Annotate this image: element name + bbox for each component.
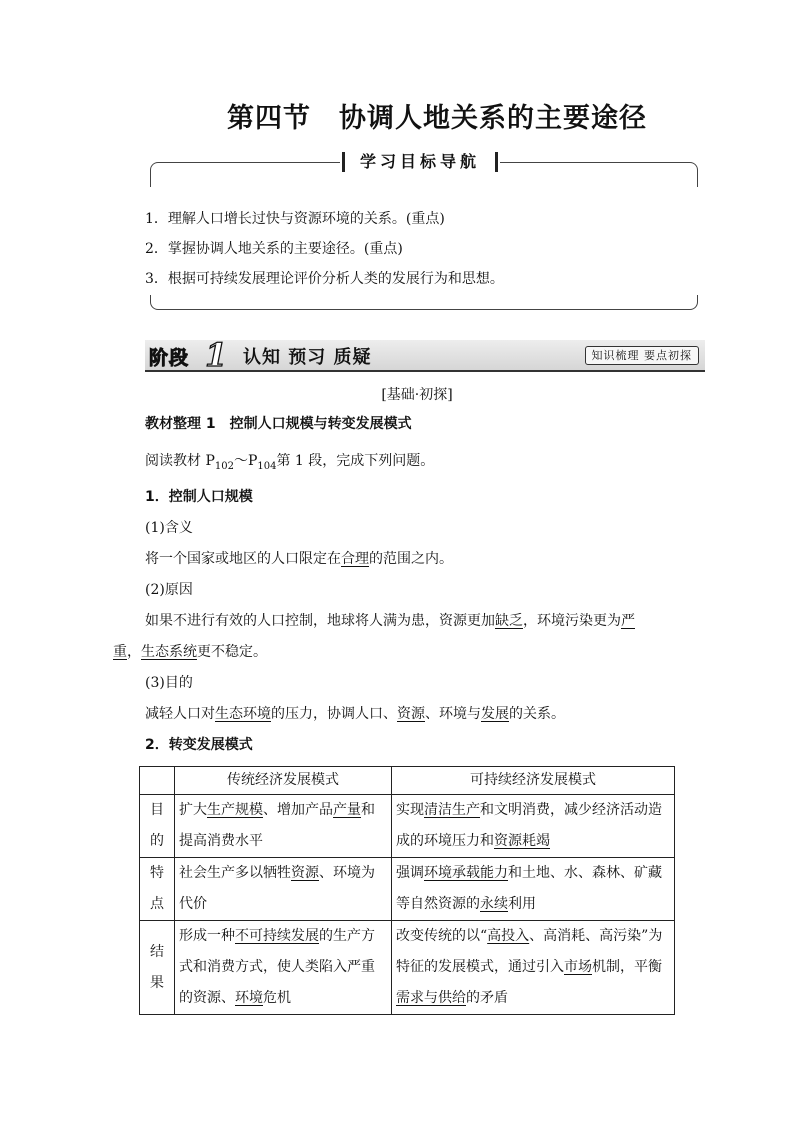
goal-item: 3．根据可持续发展理论评价分析人类的发展行为和思想。: [145, 271, 504, 287]
stage-title: 认知 预习 质疑: [243, 347, 372, 368]
mode-comparison-table: [139, 766, 675, 1015]
goal-item: 1．理解人口增长过快与资源环境的关系。(重点): [145, 211, 445, 227]
table-row: [140, 858, 675, 921]
heading-mode: 2．转变发展模式: [145, 737, 253, 753]
cell-traditional-purpose: 扩大生产规模、增加产品产量和提高消费水平: [175, 795, 392, 858]
section-heading: 教材整理 1 控制人口规模与转变发展模式: [145, 416, 412, 432]
stage-tag: 知识梳理 要点初探: [585, 346, 700, 365]
purpose-text: 减轻人口对生态环境的压力，协调人口、资源、环境与发展的关系。: [145, 706, 565, 722]
title-section: 第四节: [227, 103, 311, 134]
stage-label: 阶段: [149, 347, 190, 369]
title-topic: 协调人地关系的主要途径: [339, 103, 647, 134]
table-row: [140, 767, 675, 795]
meaning-text: 将一个国家或地区的人口限定在合理的范围之内。: [145, 551, 453, 567]
goals-list: [145, 204, 504, 294]
row-header-feature: 特 点: [140, 858, 175, 921]
stage-number: 1: [205, 336, 228, 374]
cell-sustainable-feature: 强调环境承载能力和土地、水、森林、矿藏等自然资源的永续利用: [392, 858, 675, 921]
goals-header: 学习目标导航: [340, 150, 500, 174]
basic-heading: [基础·初探]: [381, 387, 453, 403]
reason-text: 如果不进行有效的人口控制，地球将人满为患，资源更加缺乏，环境污染更为严: [145, 613, 635, 629]
subheading-meaning: (1)含义: [145, 520, 193, 536]
table-row: [140, 795, 675, 858]
reason-text-cont: 重，生态系统更不稳定。: [113, 644, 267, 660]
column-header-sustainable: 可持续经济发展模式: [392, 767, 675, 795]
cell-traditional-feature: 社会生产多以牺牲资源、环境为代价: [175, 858, 392, 921]
row-header-result: 结 果: [140, 921, 175, 1015]
goal-item: 2．掌握协调人地关系的主要途径。(重点): [145, 241, 403, 257]
table-corner: [140, 767, 175, 795]
row-header-purpose: 目 的: [140, 795, 175, 858]
subheading-reason: (2)原因: [145, 582, 193, 598]
cell-traditional-result: 形成一种不可持续发展的生产方式和消费方式，使人类陷入严重的资源、环境危机: [175, 921, 392, 1015]
reading-instruction: 阅读教材 $P_{102}\sim P_{104}$第 1 段，完成下列问题。: [145, 453, 435, 472]
table-row: [140, 921, 675, 1015]
subheading-purpose: (3)目的: [145, 675, 193, 691]
column-header-traditional: 传统经济发展模式: [175, 767, 392, 795]
stage-banner: [145, 336, 705, 374]
cell-sustainable-result: 改变传统的以“高投入、高消耗、高污染”为特征的发展模式，通过引入市场机制，平衡需求与供给的矛盾: [392, 921, 675, 1015]
page-title: [0, 96, 794, 135]
heading-population: 1．控制人口规模: [145, 489, 253, 505]
cell-sustainable-purpose: 实现清洁生产和文明消费，减少经济活动造成的环境压力和资源耗竭: [392, 795, 675, 858]
